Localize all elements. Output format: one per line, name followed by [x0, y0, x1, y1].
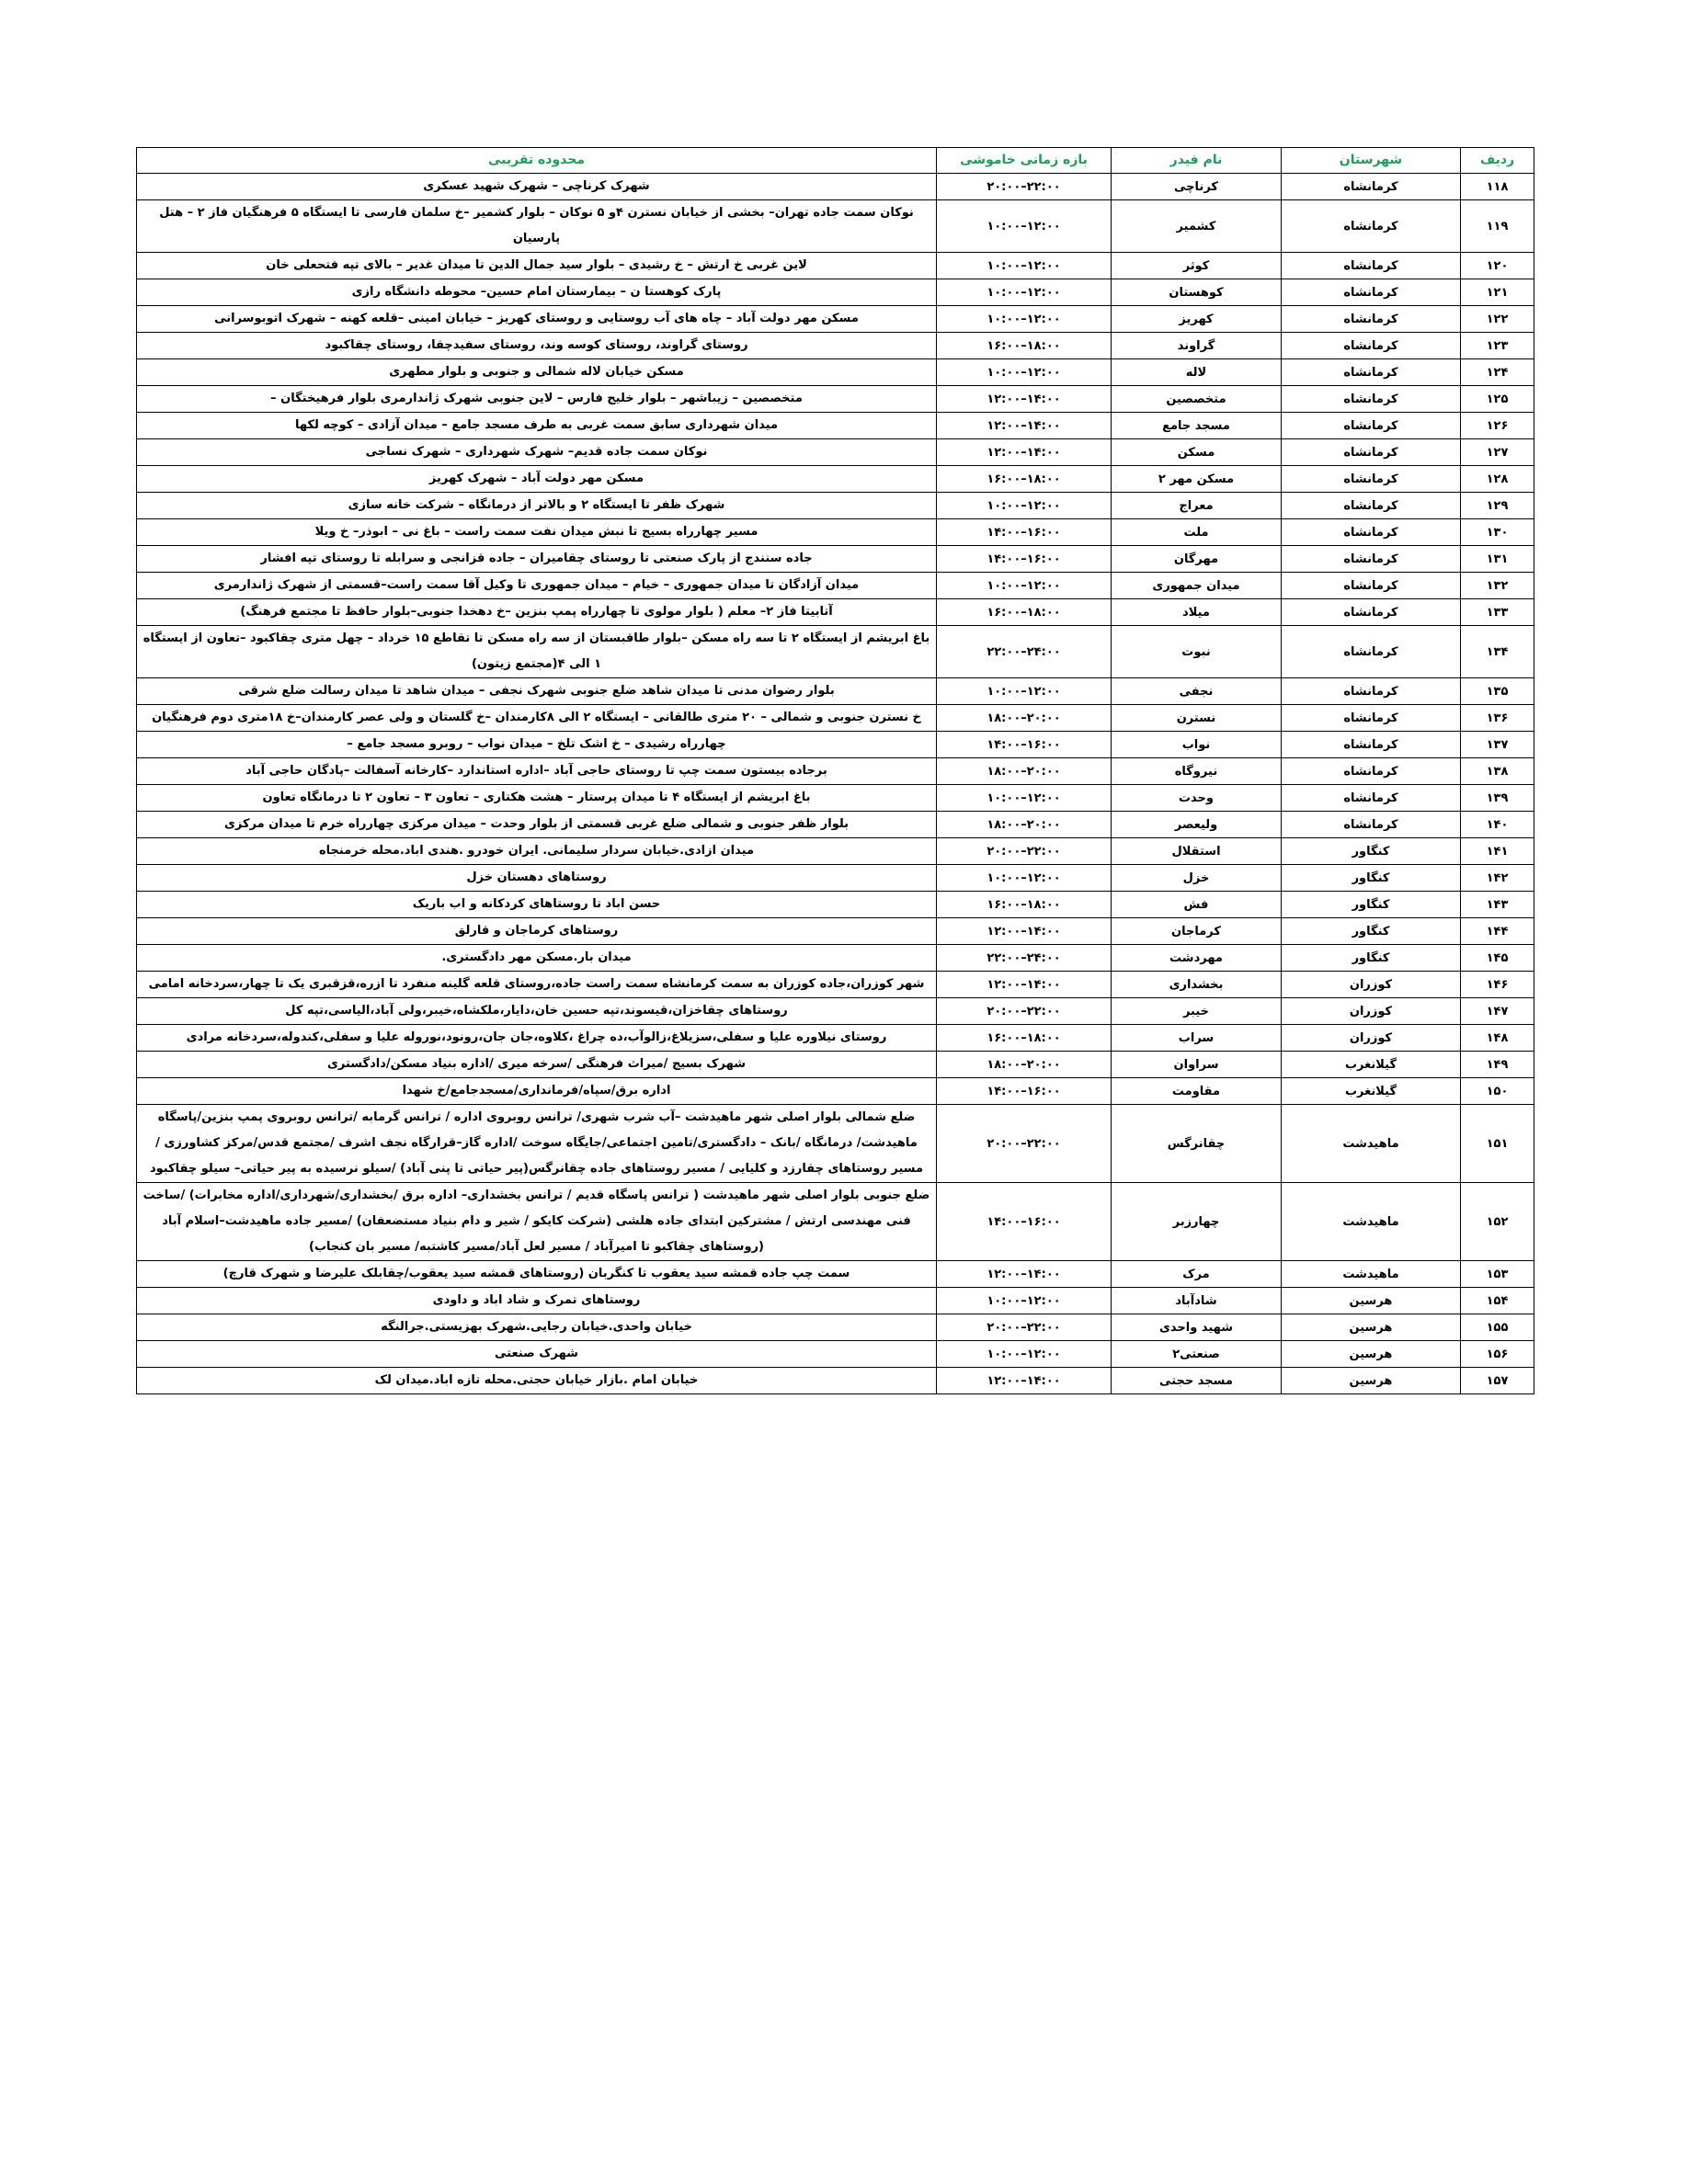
- table-row: [137, 413, 1534, 439]
- cell-city: کرمانشاه: [1282, 359, 1461, 386]
- cell-area: روستای گراوند، روستای کوسه وند، روستای سفیدچقا، روستای چقاکبود: [137, 333, 937, 359]
- cell-feeder: میدان جمهوری: [1112, 573, 1282, 599]
- cell-time: ۱۴:۰۰–۱۲:۰۰: [937, 1261, 1112, 1288]
- cell-feeder: چقانرگس: [1112, 1105, 1282, 1183]
- cell-feeder: مسکن مهر ۲: [1112, 466, 1282, 493]
- cell-city: کوزران: [1282, 998, 1461, 1025]
- cell-time: ۲۴:۰۰–۲۲:۰۰: [937, 945, 1112, 972]
- cell-feeder: مهرگان: [1112, 546, 1282, 573]
- cell-area: میدان آزادگان تا میدان جمهوری – خیام – میدان جمهوری تا وکیل آقا سمت راست–قسمتی از شهرک ژاندارمری: [137, 573, 937, 599]
- cell-time: ۱۴:۰۰–۱۲:۰۰: [937, 386, 1112, 413]
- cell-time: ۲۰:۰۰–۱۸:۰۰: [937, 812, 1112, 838]
- cell-feeder: لاله: [1112, 359, 1282, 386]
- cell-area: شهرک بسیج /میراث فرهنگی /سرخه میری /اداره بنیاد مسکن/دادگستری: [137, 1052, 937, 1078]
- cell-index: ۱۴۰: [1461, 812, 1534, 838]
- cell-area: لاین غربی خ ارتش – خ رشیدی – بلوار سید جمال الدین تا میدان غدیر – بالای تپه فتحعلی خان: [137, 253, 937, 279]
- table-row: [137, 1078, 1534, 1105]
- table-row: [137, 1105, 1534, 1183]
- cell-city: کنگاور: [1282, 838, 1461, 865]
- cell-feeder: مسکن: [1112, 439, 1282, 466]
- cell-index: ۱۳۴: [1461, 626, 1534, 678]
- header-index: ردیف: [1461, 148, 1534, 174]
- cell-feeder: استقلال: [1112, 838, 1282, 865]
- cell-city: کرمانشاه: [1282, 413, 1461, 439]
- table-row: [137, 918, 1534, 945]
- cell-index: ۱۳۰: [1461, 519, 1534, 546]
- cell-city: کرمانشاه: [1282, 546, 1461, 573]
- cell-area: متخصصین – زیباشهر – بلوار خلیج فارس – لاین جنوبی شهرک ژاندارمری بلوار فرهیختگان –: [137, 386, 937, 413]
- cell-time: ۱۲:۰۰–۱۰:۰۰: [937, 785, 1112, 812]
- cell-feeder: نجفی: [1112, 678, 1282, 705]
- cell-index: ۱۲۹: [1461, 493, 1534, 519]
- cell-city: کرمانشاه: [1282, 466, 1461, 493]
- cell-feeder: کوهستان: [1112, 279, 1282, 306]
- cell-area: مسکن مهر دولت آباد – شهرک کهریز: [137, 466, 937, 493]
- cell-time: ۱۴:۰۰–۱۲:۰۰: [937, 439, 1112, 466]
- cell-area: روستاهای دهستان خزل: [137, 865, 937, 892]
- cell-index: ۱۴۱: [1461, 838, 1534, 865]
- cell-city: گیلانغرب: [1282, 1078, 1461, 1105]
- table-row: [137, 1052, 1534, 1078]
- cell-time: ۲۲:۰۰–۲۰:۰۰: [937, 998, 1112, 1025]
- cell-time: ۱۶:۰۰–۱۴:۰۰: [937, 1078, 1112, 1105]
- cell-index: ۱۴۳: [1461, 892, 1534, 918]
- cell-area: باغ ابریشم از ایستگاه ۲ تا سه راه مسکن –بلوار طاقبستان از سه راه مسکن تا تقاطع ۱۵ خرداد – چهل متری چقاکبود –تعاون از ایستگاه ۱ الی ۴(مجتمع زیتون): [137, 626, 937, 678]
- table-row: [137, 333, 1534, 359]
- cell-index: ۱۱۹: [1461, 200, 1534, 253]
- cell-index: ۱۵۳: [1461, 1261, 1534, 1288]
- cell-time: ۱۸:۰۰–۱۶:۰۰: [937, 466, 1112, 493]
- cell-area: پارک کوهستا ن – بیمارستان امام حسین– محوطه دانشگاه رازی: [137, 279, 937, 306]
- cell-time: ۲۲:۰۰–۲۰:۰۰: [937, 1314, 1112, 1341]
- cell-feeder: مقاومت: [1112, 1078, 1282, 1105]
- cell-index: ۱۵۲: [1461, 1183, 1534, 1261]
- cell-feeder: نواب: [1112, 732, 1282, 758]
- cell-index: ۱۴۸: [1461, 1025, 1534, 1052]
- cell-area: خیابان امام .بازار خیابان حجتی.محله تازه اباد.میدان لک: [137, 1368, 937, 1394]
- cell-area: شهرک صنعتی: [137, 1341, 937, 1368]
- cell-time: ۲۰:۰۰–۱۸:۰۰: [937, 705, 1112, 732]
- cell-time: ۱۲:۰۰–۱۰:۰۰: [937, 493, 1112, 519]
- cell-city: کرمانشاه: [1282, 493, 1461, 519]
- header-feeder: نام فیدر: [1112, 148, 1282, 174]
- cell-city: گیلانغرب: [1282, 1052, 1461, 1078]
- cell-area: خ نسترن جنوبی و شمالی – ۲۰ متری طالقانی – ایستگاه ۲ الی ۸کارمندان –خ گلستان و ولی عصر کارمندان–خ ۱۸متری دوم فرهنگیان: [137, 705, 937, 732]
- table-row: [137, 972, 1534, 998]
- cell-city: کرمانشاه: [1282, 785, 1461, 812]
- cell-time: ۲۴:۰۰–۲۲:۰۰: [937, 626, 1112, 678]
- cell-area: خیابان واحدی.خیابان رجایی.شهرک بهزیستی.جرالنگه: [137, 1314, 937, 1341]
- cell-city: کنگاور: [1282, 892, 1461, 918]
- cell-time: ۱۲:۰۰–۱۰:۰۰: [937, 279, 1112, 306]
- cell-index: ۱۳۹: [1461, 785, 1534, 812]
- cell-area: اداره برق/سپاه/فرمانداری/مسجدجامع/خ شهدا: [137, 1078, 937, 1105]
- cell-index: ۱۳۱: [1461, 546, 1534, 573]
- cell-index: ۱۳۶: [1461, 705, 1534, 732]
- table-row: [137, 705, 1534, 732]
- table-row: [137, 1183, 1534, 1261]
- cell-feeder: نبوت: [1112, 626, 1282, 678]
- cell-city: کنگاور: [1282, 865, 1461, 892]
- cell-time: ۲۲:۰۰–۲۰:۰۰: [937, 1105, 1112, 1183]
- cell-feeder: صنعتی۲: [1112, 1341, 1282, 1368]
- cell-area: روستای نیلاوره علیا و سفلی،سزیلاغ،زالوآب،ده چراغ ،کلاوه،جان جان،رونود،نوروله علیا و سفلی،کندوله،سردخانه مرادی: [137, 1025, 937, 1052]
- table-row: [137, 1368, 1534, 1394]
- cell-city: کرمانشاه: [1282, 306, 1461, 333]
- cell-feeder: کشمیر: [1112, 200, 1282, 253]
- cell-feeder: ملت: [1112, 519, 1282, 546]
- cell-index: ۱۳۲: [1461, 573, 1534, 599]
- cell-index: ۱۲۲: [1461, 306, 1534, 333]
- cell-index: ۱۴۷: [1461, 998, 1534, 1025]
- table-row: [137, 812, 1534, 838]
- cell-feeder: کوثر: [1112, 253, 1282, 279]
- table-row: [137, 732, 1534, 758]
- cell-area: سمت چپ جاده قمشه سید یعقوب تا کنگربان (روستاهای قمشه سید یعقوب/چقابلک علیرضا و شهرک قارچ): [137, 1261, 937, 1288]
- cell-area: مسکن مهر دولت آباد – چاه های آب روستایی و روستای کهریز – خیابان امینی –قلعه کهنه – شهرک اتوبوسرانی: [137, 306, 937, 333]
- cell-time: ۱۸:۰۰–۱۶:۰۰: [937, 1025, 1112, 1052]
- table-body: [137, 174, 1534, 1394]
- cell-area: میدان ازادی.خیابان سردار سلیمانی. ایران خودرو .هندی اباد.محله خرمنجاه: [137, 838, 937, 865]
- cell-feeder: مرک: [1112, 1261, 1282, 1288]
- table-row: [137, 306, 1534, 333]
- cell-city: کنگاور: [1282, 918, 1461, 945]
- cell-city: هرسین: [1282, 1341, 1461, 1368]
- cell-time: ۱۶:۰۰–۱۴:۰۰: [937, 519, 1112, 546]
- cell-area: نوکان سمت جاده قدیم– شهرک شهرداری – شهرک نساجی: [137, 439, 937, 466]
- cell-city: کرمانشاه: [1282, 200, 1461, 253]
- cell-time: ۲۲:۰۰–۲۰:۰۰: [937, 838, 1112, 865]
- cell-index: ۱۳۳: [1461, 599, 1534, 626]
- cell-index: ۱۴۲: [1461, 865, 1534, 892]
- cell-area: شهرک کرناچی – شهرک شهید عسکری: [137, 174, 937, 200]
- cell-area: بلوار ظفر جنوبی و شمالی ضلع غربی قسمتی از بلوار وحدت – میدان مرکزی چهارراه خرم تا میدان مرکزی: [137, 812, 937, 838]
- outage-table: [136, 147, 1534, 1394]
- cell-index: ۱۱۸: [1461, 174, 1534, 200]
- cell-city: کرمانشاه: [1282, 439, 1461, 466]
- table-row: [137, 174, 1534, 200]
- cell-index: ۱۲۴: [1461, 359, 1534, 386]
- cell-time: ۱۲:۰۰–۱۰:۰۰: [937, 306, 1112, 333]
- cell-index: ۱۵۵: [1461, 1314, 1534, 1341]
- cell-index: ۱۲۵: [1461, 386, 1534, 413]
- table-row: [137, 546, 1534, 573]
- cell-area: روستاهای کرماجان و قارلق: [137, 918, 937, 945]
- cell-city: ماهیدشت: [1282, 1261, 1461, 1288]
- cell-time: ۱۲:۰۰–۱۰:۰۰: [937, 573, 1112, 599]
- cell-area: نوکان سمت جاده تهران– بخشی از خیابان نسترن ۴و ۵ نوکان – بلوار کشمیر –خ سلمان فارسی تا ایستگاه ۵ فرهنگیان فاز ۲ – هتل پارسیان: [137, 200, 937, 253]
- table-row: [137, 1261, 1534, 1288]
- cell-index: ۱۲۳: [1461, 333, 1534, 359]
- cell-time: ۱۲:۰۰–۱۰:۰۰: [937, 200, 1112, 253]
- cell-feeder: میلاد: [1112, 599, 1282, 626]
- cell-index: ۱۲۷: [1461, 439, 1534, 466]
- cell-city: هرسین: [1282, 1314, 1461, 1341]
- cell-feeder: سراوان: [1112, 1052, 1282, 1078]
- cell-time: ۱۲:۰۰–۱۰:۰۰: [937, 359, 1112, 386]
- cell-time: ۱۲:۰۰–۱۰:۰۰: [937, 1288, 1112, 1314]
- cell-index: ۱۵۴: [1461, 1288, 1534, 1314]
- table-row: [137, 1288, 1534, 1314]
- cell-area: میدان بار.مسکن مهر دادگستری.: [137, 945, 937, 972]
- cell-city: کرمانشاه: [1282, 812, 1461, 838]
- table-row: [137, 998, 1534, 1025]
- table-row: [137, 758, 1534, 785]
- cell-city: کرمانشاه: [1282, 599, 1461, 626]
- table-row: [137, 493, 1534, 519]
- cell-time: ۱۲:۰۰–۱۰:۰۰: [937, 1341, 1112, 1368]
- table-row: [137, 279, 1534, 306]
- cell-area: شهر کوزران،جاده کوزران به سمت کرمانشاه سمت راست جاده،روستای قلعه گلینه منفرد تا ازره،قزقبری یک تا چهار،سردخانه امامی: [137, 972, 937, 998]
- cell-time: ۱۶:۰۰–۱۴:۰۰: [937, 732, 1112, 758]
- cell-feeder: خزل: [1112, 865, 1282, 892]
- cell-time: ۱۸:۰۰–۱۶:۰۰: [937, 333, 1112, 359]
- cell-feeder: کرناچی: [1112, 174, 1282, 200]
- cell-city: کرمانشاه: [1282, 386, 1461, 413]
- cell-city: کرمانشاه: [1282, 732, 1461, 758]
- cell-city: کرمانشاه: [1282, 519, 1461, 546]
- header-row: [137, 148, 1534, 174]
- cell-city: هرسین: [1282, 1368, 1461, 1394]
- cell-index: ۱۲۶: [1461, 413, 1534, 439]
- cell-time: ۱۸:۰۰–۱۶:۰۰: [937, 892, 1112, 918]
- cell-index: ۱۲۰: [1461, 253, 1534, 279]
- cell-feeder: شهید واحدی: [1112, 1314, 1282, 1341]
- table-row: [137, 519, 1534, 546]
- cell-city: کوزران: [1282, 1025, 1461, 1052]
- cell-time: ۱۴:۰۰–۱۲:۰۰: [937, 413, 1112, 439]
- table-row: [137, 838, 1534, 865]
- cell-city: کرمانشاه: [1282, 678, 1461, 705]
- cell-time: ۱۴:۰۰–۱۲:۰۰: [937, 972, 1112, 998]
- cell-feeder: چهارزبر: [1112, 1183, 1282, 1261]
- table-row: [137, 200, 1534, 253]
- cell-index: ۱۴۵: [1461, 945, 1534, 972]
- cell-time: ۱۴:۰۰–۱۲:۰۰: [937, 918, 1112, 945]
- cell-feeder: مسجد جامع: [1112, 413, 1282, 439]
- cell-time: ۱۲:۰۰–۱۰:۰۰: [937, 865, 1112, 892]
- cell-feeder: خیبر: [1112, 998, 1282, 1025]
- cell-time: ۲۲:۰۰–۲۰:۰۰: [937, 174, 1112, 200]
- table-row: [137, 945, 1534, 972]
- cell-area: شهرک ظفر تا ایستگاه ۲ و بالاتر از درمانگاه – شرکت خانه سازی: [137, 493, 937, 519]
- table-row: [137, 386, 1534, 413]
- cell-area: مسکن خیابان لاله شمالی و جنوبی و بلوار مطهری: [137, 359, 937, 386]
- cell-index: ۱۵۰: [1461, 1078, 1534, 1105]
- cell-feeder: وحدت: [1112, 785, 1282, 812]
- cell-city: کرمانشاه: [1282, 573, 1461, 599]
- table-row: [137, 573, 1534, 599]
- cell-city: کوزران: [1282, 972, 1461, 998]
- table-row: [137, 1341, 1534, 1368]
- cell-city: کرمانشاه: [1282, 333, 1461, 359]
- cell-city: کرمانشاه: [1282, 626, 1461, 678]
- table-row: [137, 892, 1534, 918]
- cell-feeder: مهردشت: [1112, 945, 1282, 972]
- cell-area: میدان شهرداری سابق سمت غربی به طرف مسجد جامع – میدان آزادی – کوچه لکها: [137, 413, 937, 439]
- outage-schedule-sheet: [136, 147, 1534, 1394]
- cell-city: کنگاور: [1282, 945, 1461, 972]
- cell-time: ۲۰:۰۰–۱۸:۰۰: [937, 1052, 1112, 1078]
- cell-area: برجاده بیستون سمت چپ تا روستای حاجی آباد –اداره استاندارد –کارخانه آسفالت –پادگان حاجی آباد: [137, 758, 937, 785]
- cell-city: هرسین: [1282, 1288, 1461, 1314]
- cell-city: کرمانشاه: [1282, 174, 1461, 200]
- cell-feeder: معراج: [1112, 493, 1282, 519]
- header-area: محدوده تقریبی: [137, 148, 937, 174]
- cell-feeder: فش: [1112, 892, 1282, 918]
- cell-area: باغ ابریشم از ایستگاه ۴ تا میدان پرستار – هشت هکتاری – تعاون ۳ – تعاون ۲ تا درمانگاه تعاون: [137, 785, 937, 812]
- cell-time: ۱۲:۰۰–۱۰:۰۰: [937, 678, 1112, 705]
- cell-area: جاده سنندج از پارک صنعتی تا روستای چقامیران – جاده قزانجی و سرابله تا روستای تپه افشار: [137, 546, 937, 573]
- table-row: [137, 626, 1534, 678]
- cell-time: ۱۸:۰۰–۱۶:۰۰: [937, 599, 1112, 626]
- cell-feeder: نسترن: [1112, 705, 1282, 732]
- cell-index: ۱۵۷: [1461, 1368, 1534, 1394]
- cell-feeder: شادآباد: [1112, 1288, 1282, 1314]
- cell-feeder: مسجد حجتی: [1112, 1368, 1282, 1394]
- table-row: [137, 359, 1534, 386]
- cell-city: کرمانشاه: [1282, 758, 1461, 785]
- table-row: [137, 1314, 1534, 1341]
- cell-index: ۱۵۱: [1461, 1105, 1534, 1183]
- cell-time: ۱۶:۰۰–۱۴:۰۰: [937, 1183, 1112, 1261]
- header-time: بازه زمانی خاموشی: [937, 148, 1112, 174]
- cell-city: ماهیدشت: [1282, 1183, 1461, 1261]
- cell-index: ۱۴۴: [1461, 918, 1534, 945]
- cell-index: ۱۳۷: [1461, 732, 1534, 758]
- table-row: [137, 439, 1534, 466]
- cell-feeder: متخصصین: [1112, 386, 1282, 413]
- cell-city: کرمانشاه: [1282, 253, 1461, 279]
- cell-index: ۱۵۶: [1461, 1341, 1534, 1368]
- table-row: [137, 865, 1534, 892]
- cell-feeder: سراب: [1112, 1025, 1282, 1052]
- cell-feeder: ولیعصر: [1112, 812, 1282, 838]
- table-row: [137, 1025, 1534, 1052]
- cell-area: روستاهای تمرک و شاد اباد و داودی: [137, 1288, 937, 1314]
- cell-feeder: بخشداری: [1112, 972, 1282, 998]
- cell-feeder: نیروگاه: [1112, 758, 1282, 785]
- cell-time: ۱۶:۰۰–۱۴:۰۰: [937, 546, 1112, 573]
- cell-feeder: کهریز: [1112, 306, 1282, 333]
- cell-time: ۱۲:۰۰–۱۰:۰۰: [937, 253, 1112, 279]
- table-row: [137, 599, 1534, 626]
- cell-feeder: کرماجان: [1112, 918, 1282, 945]
- table-row: [137, 466, 1534, 493]
- cell-city: ماهیدشت: [1282, 1105, 1461, 1183]
- cell-area: حسن اباد تا روستاهای کردکانه و اب باریک: [137, 892, 937, 918]
- cell-area: ضلع جنوبی بلوار اصلی شهر ماهیدشت ( ترانس پاسگاه قدیم / ترانس بخشداری– اداره برق /بخشداری/شهرداری/اداره مخابرات) /ساخت فنی مهندسی ارتش / مشترکین ابتدای جاده هلشی (شرکت کایکو / شیر و دام بنیاد مستضعفان) /مسیر جاده ماهیدشت–اسلام آباد (روستاهای چقاکبو تا امیرآباد / مسیر لعل آباد/مسیر کاشتبه/ مسیر بان کنجاب): [137, 1183, 937, 1261]
- cell-area: بلوار رضوان مدنی تا میدان شاهد ضلع جنوبی شهرک نجفی – میدان شاهد تا میدان رسالت ضلع شرقی: [137, 678, 937, 705]
- cell-area: مسیر چهارراه بسیج تا نبش میدان نفت سمت راست – باغ نی – ابوذر– خ ویلا: [137, 519, 937, 546]
- cell-index: ۱۴۶: [1461, 972, 1534, 998]
- cell-index: ۱۳۵: [1461, 678, 1534, 705]
- cell-time: ۱۴:۰۰–۱۲:۰۰: [937, 1368, 1112, 1394]
- cell-area: چهارراه رشیدی – خ اشک تلخ – میدان نواب – روبرو مسجد جامع –: [137, 732, 937, 758]
- cell-feeder: گراوند: [1112, 333, 1282, 359]
- cell-city: کرمانشاه: [1282, 279, 1461, 306]
- table-row: [137, 785, 1534, 812]
- cell-index: ۱۳۸: [1461, 758, 1534, 785]
- cell-index: ۱۲۱: [1461, 279, 1534, 306]
- cell-area: روستاهای چقاخزان،قیسوند،تپه حسین خان،دایار،ملکشاه،خیبر،ولی آباد،الیاسی،تپه کل: [137, 998, 937, 1025]
- header-city: شهرستان: [1282, 148, 1461, 174]
- cell-area: ضلع شمالی بلوار اصلی شهر ماهیدشت –آب شرب شهری/ ترانس روبروی اداره / ترانس گرمابه /ترانس روبروی پمپ بنزین/پاسگاه ماهیدشت/ درمانگاه /بانک – دادگستری/تامین اجتماعی/جایگاه سوخت /اداره گاز–قرارگاه نجف اشرف /مجتمع قدس/مرکز کشاورزی /مسیر روستاهای چقارزد و کلیایی / مسیر روستاهای جاده چقانرگس(پیر حیاتی تا پنی آباد) /سیلو نرسیده به پیر حیاتی– سیلو چقاکبود: [137, 1105, 937, 1183]
- cell-index: ۱۲۸: [1461, 466, 1534, 493]
- cell-index: ۱۴۹: [1461, 1052, 1534, 1078]
- cell-city: کرمانشاه: [1282, 705, 1461, 732]
- cell-area: آتابیتا فاز ۲– معلم ( بلوار مولوی تا چهارراه پمپ بنزین –خ دهخدا جنوبی–بلوار حافظ تا مجتمع فرهنگ): [137, 599, 937, 626]
- table-row: [137, 678, 1534, 705]
- cell-time: ۲۰:۰۰–۱۸:۰۰: [937, 758, 1112, 785]
- table-row: [137, 253, 1534, 279]
